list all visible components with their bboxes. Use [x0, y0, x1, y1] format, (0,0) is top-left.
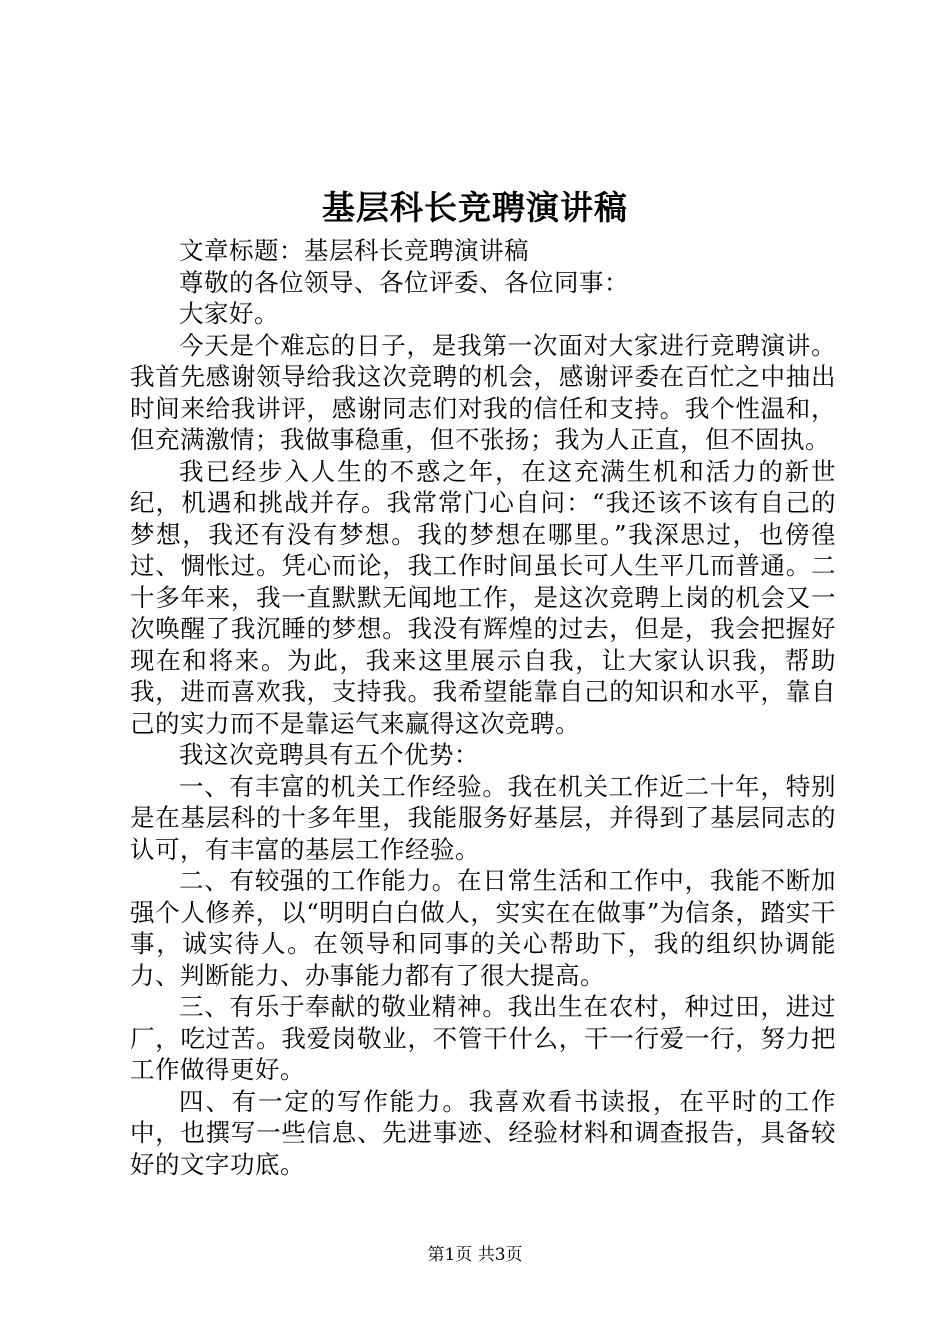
- paragraph-introduction: 今天是个难忘的日子，是我第一次面对大家进行竞聘演讲。我首先感谢领导给我这次竞聘的机会，感谢评委在百忙之中抽出时间来给我讲评，感谢同志们对我的信任和支持。我个性温和，但充满激情；我做事稳重，但不张扬；我为人正直，但不固执。: [130, 330, 836, 454]
- page-number-footer: 第1页 共3页: [427, 1245, 523, 1265]
- paragraph-greeting: 大家好。: [179, 299, 279, 328]
- document-body: [130, 235, 836, 1180]
- paragraph-article-title: 文章标题：基层科长竞聘演讲稿: [179, 236, 529, 265]
- paragraph-advantage-4: 四、有一定的写作能力。我喜欢看书读报，在平时的工作中，也撰写一些信息、先进事迹、经验材料和调查报告，具备较好的文字功底。: [130, 1086, 836, 1179]
- document-title: 基层科长竞聘演讲稿: [322, 188, 628, 227]
- paragraph-advantage-2: 二、有较强的工作能力。在日常生活和工作中，我能不断加强个人修养，以“明明白白做人，实实在在做事”为信条，踏实干事，诚实待人。在领导和同事的关心帮助下，我的组织协调能力、判断能力、办事能力都有了很大提高。: [130, 866, 836, 990]
- paragraph-advantage-1: 一、有丰富的机关工作经验。我在机关工作近二十年，特别是在基层科的十多年里，我能服务好基层，并得到了基层同志的认可，有丰富的基层工作经验。: [130, 771, 836, 864]
- paragraph-advantages-intro: 我这次竞聘具有五个优势：: [179, 740, 479, 769]
- paragraph-salutation: 尊敬的各位领导、各位评委、各位同事：: [179, 267, 629, 297]
- paragraph-self-reflection: 我已经步入人生的不惑之年，在这充满生机和活力的新世纪，机遇和挑战并存。我常常门心自问：“我还该不该有自己的梦想，我还有没有梦想。我的梦想在哪里。”我深思过，也傍徨过、惆怅过。凭心而论，我工作时间虽长可人生平几而普通。二十多年来，我一直默默无闻地工作，是这次竞聘上岗的机会又一次唤醒了我沉睡的梦想。我没有辉煌的过去，但是，我会把握好现在和将来。为此，我来这里展示自我，让大家认识我，帮助我，进而喜欢我，支持我。我希望能靠自己的知识和水平，靠自己的实力而不是靠运气来赢得这次竞聘。: [130, 456, 836, 738]
- paragraph-advantage-3: 三、有乐于奉献的敬业精神。我出生在农村，种过田，进过厂，吃过苦。我爱岗敬业，不管干什么，干一行爱一行，努力把工作做得更好。: [130, 992, 836, 1084]
